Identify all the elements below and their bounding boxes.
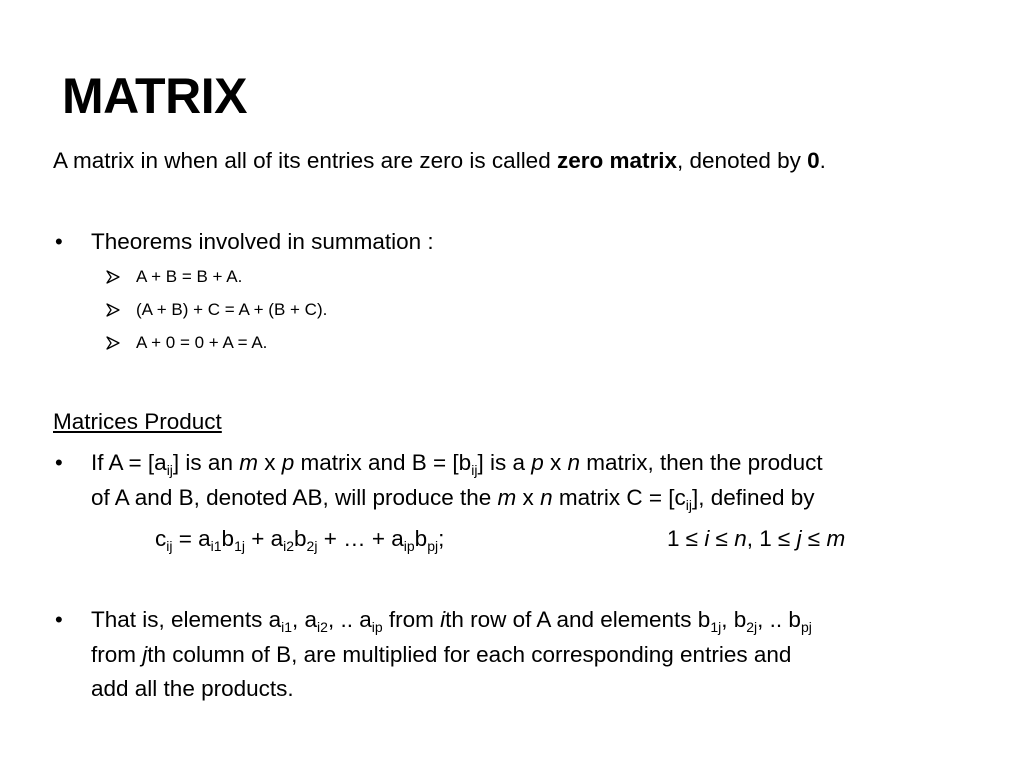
var-j: j <box>142 642 148 667</box>
bullet-explanation: • <box>55 607 63 632</box>
text-run: x <box>257 450 282 475</box>
text-run: , a <box>292 607 318 632</box>
subscript: i1 <box>210 538 222 554</box>
theorem-item-3: A + 0 = 0 + A = A. <box>136 333 268 352</box>
text-run: = a <box>172 526 211 551</box>
text-run: th column of B, are multiplied for each corresponding entries and <box>147 642 792 667</box>
var-p: p <box>531 450 544 475</box>
arrow-bullet-icon <box>106 303 120 317</box>
var-p: p <box>281 450 295 475</box>
product-heading: Matrices Product <box>53 409 222 434</box>
intro-symbol: 0 <box>807 148 820 173</box>
subscript: 1j <box>710 619 722 635</box>
text-run: x <box>543 450 568 475</box>
explanation-line-3: add all the products. <box>91 676 294 701</box>
text-run: ] is an <box>172 450 240 475</box>
var-m: m <box>820 526 846 551</box>
text-run: x <box>516 485 541 510</box>
text-run: That is, elements a <box>91 607 282 632</box>
var-m: m <box>239 450 258 475</box>
le-symbol: ≤ <box>778 526 791 551</box>
subscript: i2 <box>283 538 295 554</box>
var-n: n <box>728 526 747 551</box>
arrow-bullet-icon <box>106 336 120 350</box>
explanation-line-2 <box>91 640 791 670</box>
text-run: matrix and B = [b <box>294 450 472 475</box>
le-symbol: ≤ <box>807 526 821 551</box>
subscript: 2j <box>746 619 758 635</box>
subscript: ij <box>685 497 692 513</box>
subscript: i2 <box>317 619 328 635</box>
text-run: ] is a <box>477 450 532 475</box>
le-symbol: ≤ <box>715 526 728 551</box>
slide-title: MATRIX <box>62 68 247 124</box>
subscript: ij <box>166 538 173 554</box>
text-run: , .. a <box>327 607 372 632</box>
text-run: b <box>221 526 235 551</box>
bullet-theorems: • <box>55 229 63 254</box>
intro-before: A matrix in when all of its entries are zero is called <box>53 148 557 173</box>
var-m: m <box>497 485 517 510</box>
var-n: n <box>540 485 553 510</box>
var-i: i <box>440 607 446 632</box>
product-line-2 <box>91 483 815 513</box>
subscript: pj <box>427 538 439 554</box>
var-i: i <box>698 526 710 551</box>
subscript: pj <box>800 619 812 635</box>
product-line-1 <box>91 448 823 478</box>
subscript: ip <box>371 619 383 635</box>
theorem-item-1: A + B = B + A. <box>136 267 243 286</box>
subscript: ij <box>471 462 478 478</box>
product-index-range <box>667 524 845 554</box>
text-run: th row of A and elements b <box>445 607 711 632</box>
text-run: + … + a <box>317 526 404 551</box>
intro-term: zero matrix <box>556 148 678 173</box>
text-run: b <box>414 526 428 551</box>
subscript: 1j <box>234 538 245 554</box>
text-run: from <box>382 607 441 632</box>
text-run: c <box>155 526 167 551</box>
text-run: b <box>294 526 307 551</box>
product-formula <box>155 524 444 554</box>
intro-middle: , denoted by <box>677 148 808 173</box>
text-run: , .. b <box>757 607 801 632</box>
text-run: + a <box>244 526 284 551</box>
intro-text <box>53 146 826 176</box>
subscript: i1 <box>281 619 292 635</box>
text-run: ], defined by <box>691 485 815 510</box>
subscript: ij <box>166 462 173 478</box>
explanation-line-1 <box>91 605 812 635</box>
var-j: j <box>790 526 802 551</box>
subscript: ip <box>403 538 415 554</box>
intro-end: . <box>819 148 826 173</box>
arrow-bullet-icon <box>106 270 120 284</box>
text-run: , b <box>721 607 747 632</box>
le-symbol: ≤ <box>685 526 699 551</box>
text-run: of A and B, denoted AB, will produce the <box>91 485 498 510</box>
theorem-item-2: (A + B) + C = A + (B + C). <box>136 300 328 319</box>
text-run: ; <box>438 526 445 551</box>
text-run: If A = [a <box>91 450 167 475</box>
text-run: , 1 <box>746 526 779 551</box>
theorems-heading: Theorems involved in summation : <box>91 229 434 254</box>
var-n: n <box>567 450 581 475</box>
text-run: 1 <box>667 526 686 551</box>
bullet-product: • <box>55 450 63 475</box>
text-run: from <box>91 642 143 667</box>
subscript: 2j <box>306 538 318 554</box>
text-run: matrix C = [c <box>552 485 686 510</box>
text-run: matrix, then the product <box>580 450 823 475</box>
